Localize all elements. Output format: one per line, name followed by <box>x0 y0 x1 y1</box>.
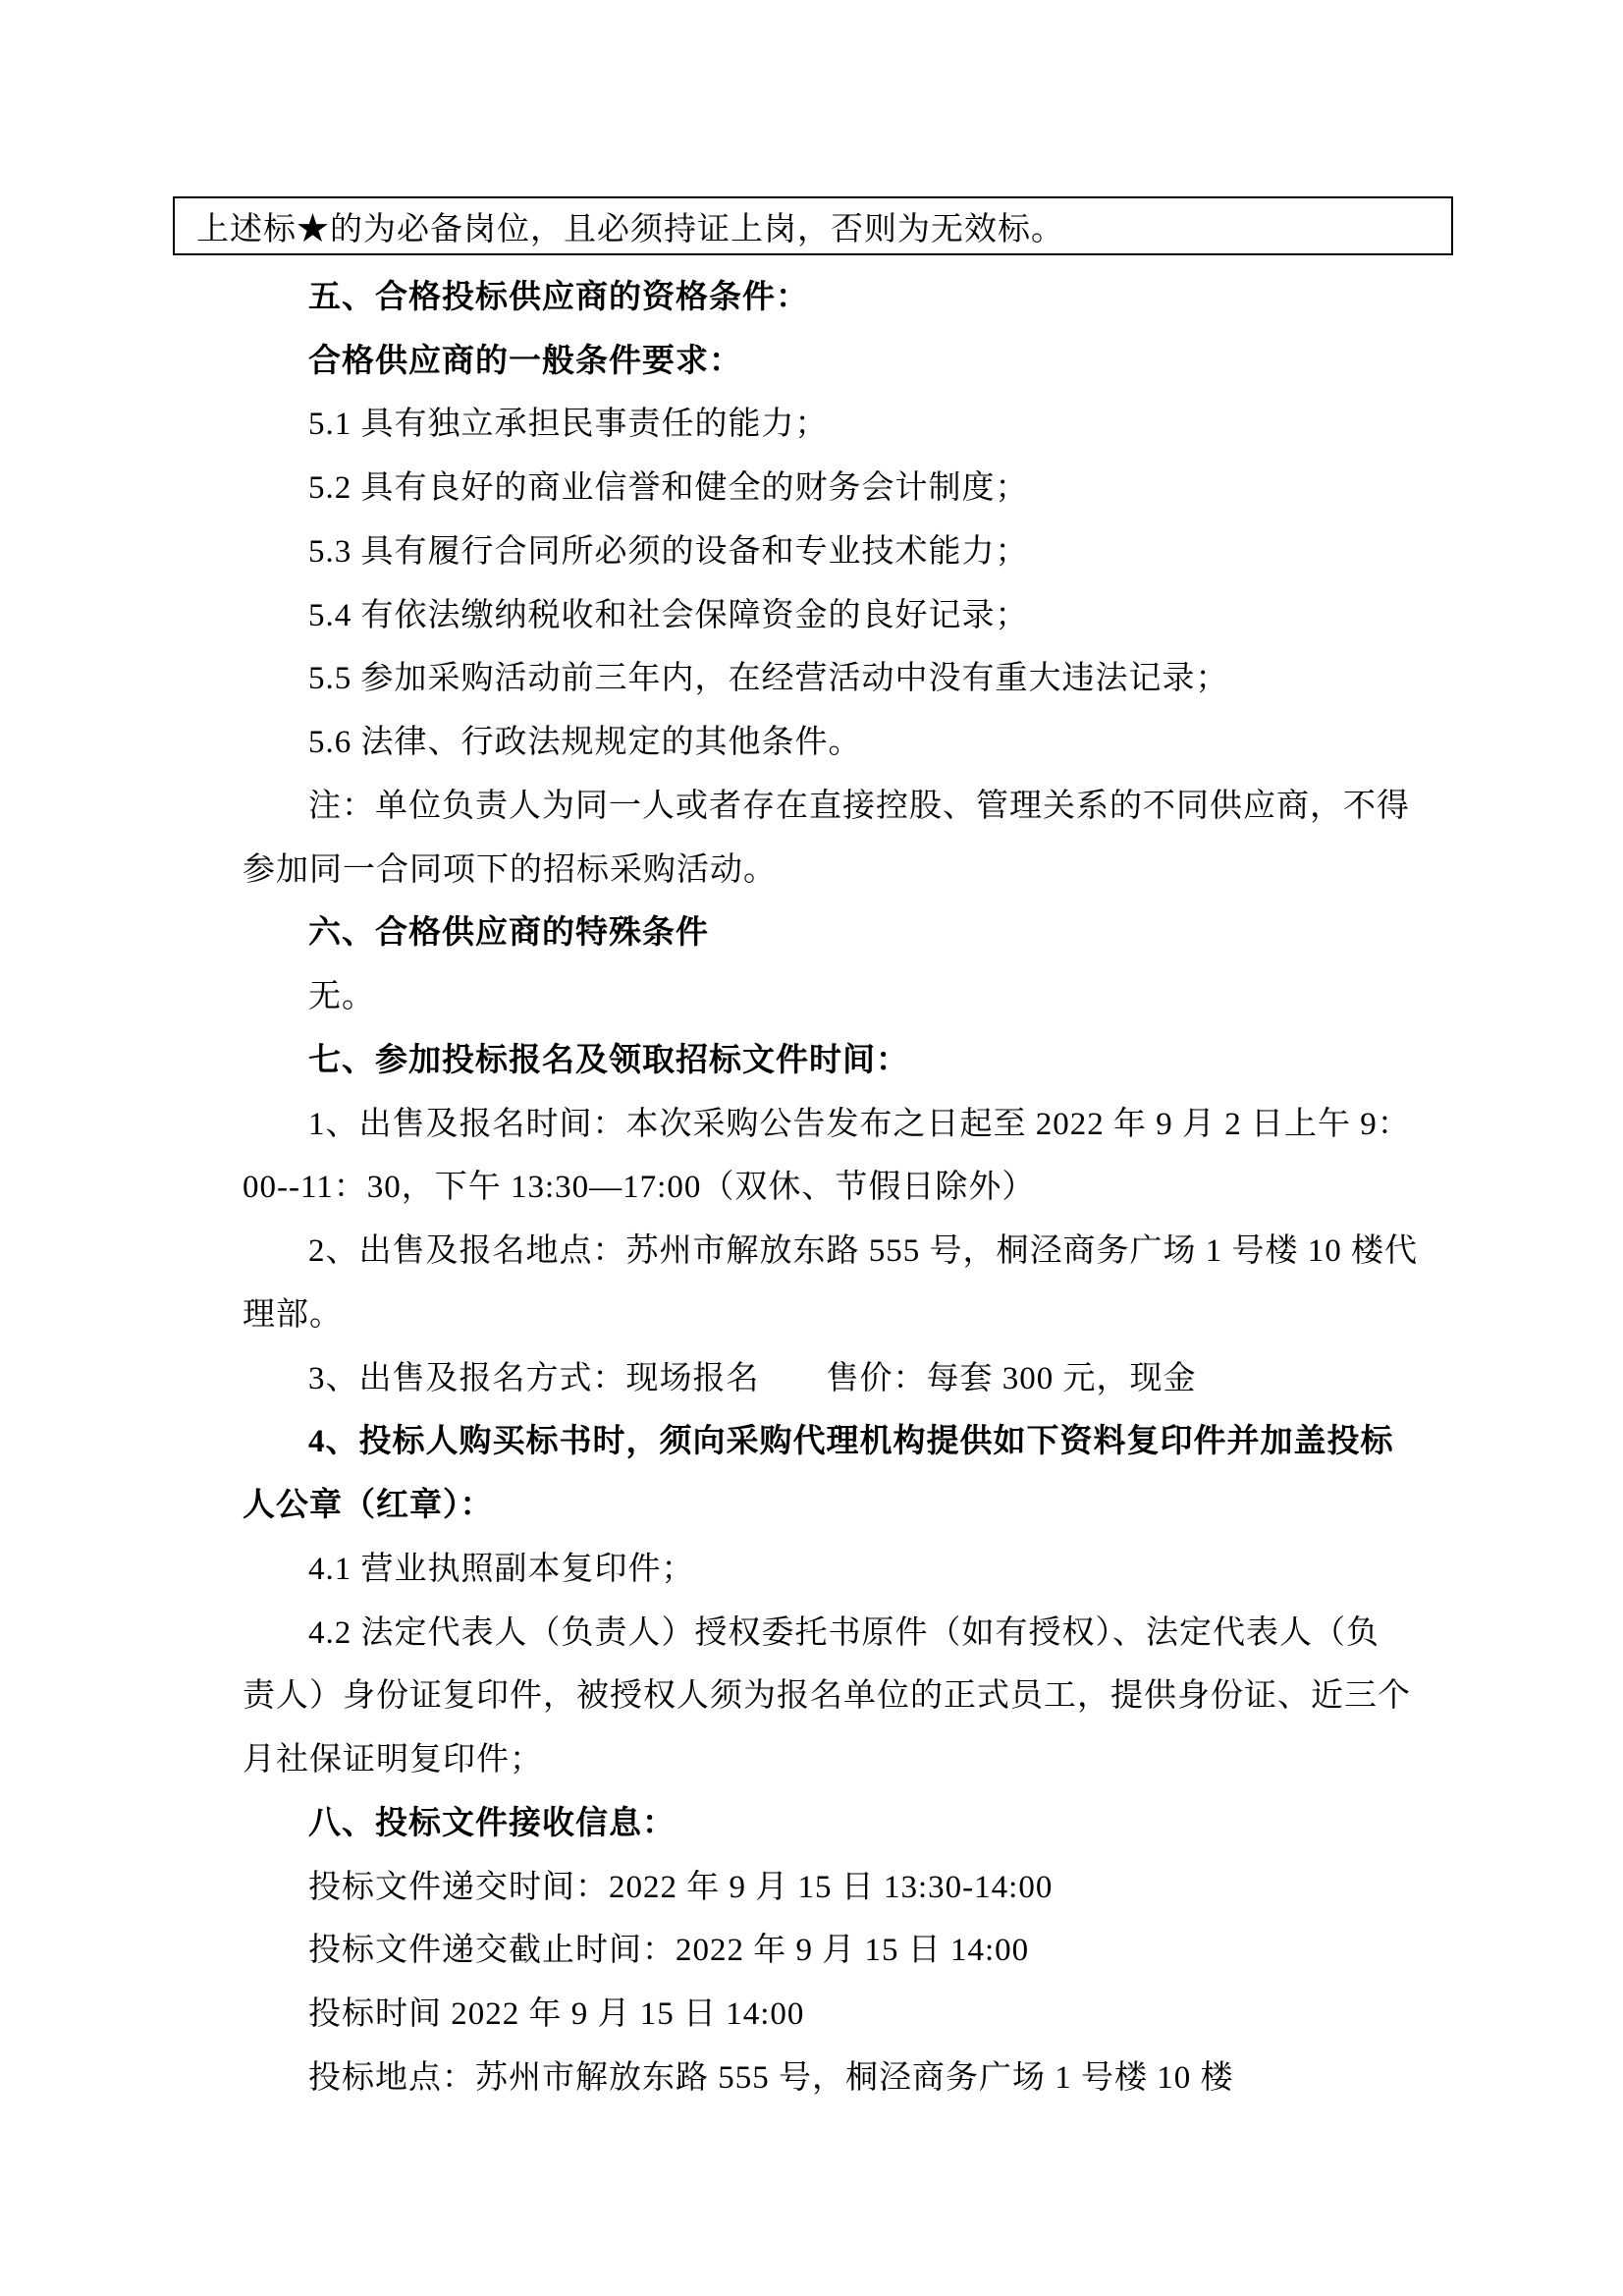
text-line: 七、参加投标报名及领取招标文件时间： <box>308 1042 909 1078</box>
text-line: 3、出售及报名方式：现场报名 售价：每套 300 元，现金 <box>308 1360 1197 1396</box>
text-line: 合格供应商的一般条件要求： <box>308 343 742 379</box>
text-line: 4.2 法定代表人（负责人）授权委托书原件（如有授权）、法定代表人（负 <box>308 1614 1380 1651</box>
text-line: 月社保证明复印件； <box>243 1742 543 1778</box>
text-line: 2、出售及报名地点：苏州市解放东路 555 号，桐泾商务广场 1 号楼 10 楼代 <box>308 1233 1418 1270</box>
text-line: 5.5 参加采购活动前三年内，在经营活动中没有重大违法记录； <box>308 661 1229 697</box>
text-line: 投标文件递交截止时间：2022 年 9 月 15 日 14:00 <box>308 1933 1030 1969</box>
document-body <box>243 262 1418 2106</box>
text-line: 人公章（红章）： <box>243 1488 494 1524</box>
text-line: 责人）身份证复印件，被授权人须为报名单位的正式员工，提供身份证、近三个 <box>243 1678 1411 1715</box>
text-line: 投标地点：苏州市解放东路 555 号，桐泾商务广场 1 号楼 10 楼 <box>308 2059 1234 2096</box>
text-line: 00--11：30，下午 13:30—17:00（双休、节假日除外） <box>243 1170 1036 1206</box>
text-line: 5.3 具有履行合同所必须的设备和专业技术能力； <box>308 533 1029 570</box>
text-line: 5.6 法律、行政法规规定的其他条件。 <box>308 725 862 761</box>
text-line: 5.4 有依法缴纳税收和社会保障资金的良好记录； <box>308 597 1029 633</box>
text-line: 注：单位负责人为同一人或者存在直接控股、管理关系的不同供应商，不得 <box>308 788 1410 824</box>
text-line: 1、出售及报名时间：本次采购公告发布之日起至 2022 年 9 月 2 日上午 9： <box>308 1106 1411 1142</box>
text-line: 投标时间 2022 年 9 月 15 日 14:00 <box>308 1996 805 2033</box>
notice-box <box>173 196 1453 255</box>
text-line: 5.1 具有独立承担民事责任的能力； <box>308 407 829 443</box>
text-line: 参加同一合同项下的招标采购活动。 <box>243 851 777 888</box>
text-line: 投标文件递交时间：2022 年 9 月 15 日 13:30-14:00 <box>308 1869 1054 1905</box>
text-line: 5.2 具有良好的商业信誉和健全的财务会计制度； <box>308 470 1029 507</box>
text-line: 理部。 <box>243 1296 343 1333</box>
text-line: 无。 <box>308 979 375 1015</box>
text-line: 4.1 营业执照副本复印件； <box>308 1551 695 1587</box>
text-line: 4、投标人购买标书时，须向采购代理机构提供如下资料复印件并加盖投标 <box>308 1424 1394 1460</box>
text-line: 八、投标文件接收信息： <box>308 1805 676 1841</box>
notice-text: 上述标★的为必备岗位，且必须持证上岗，否则为无效标。 <box>196 211 1064 247</box>
text-line: 五、合格投标供应商的资格条件： <box>308 279 809 315</box>
text-line: 六、合格供应商的特殊条件 <box>308 915 709 952</box>
